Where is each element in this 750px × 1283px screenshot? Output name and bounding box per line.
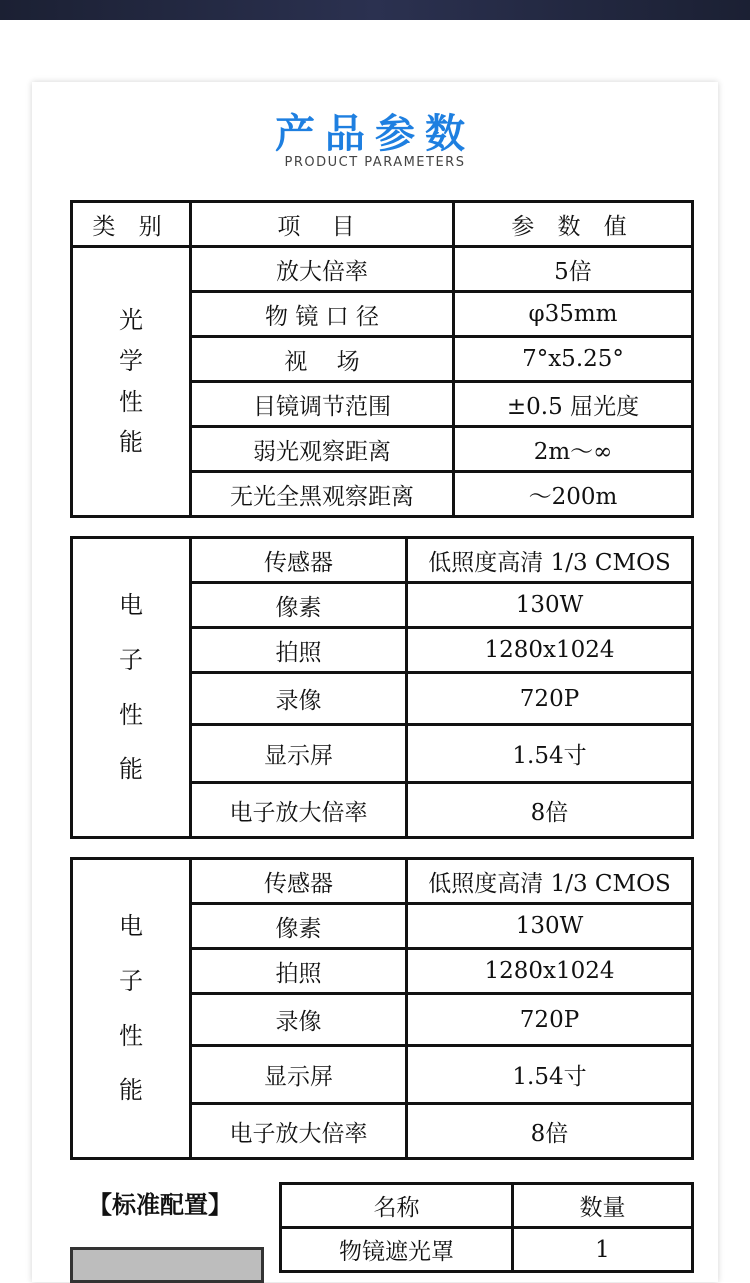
header-value: 参 数 值: [454, 202, 693, 247]
standard-config-label: 【标准配置】: [88, 1191, 232, 1219]
header-qty: 数量: [513, 1184, 693, 1228]
item-cell: 显示屏: [191, 725, 407, 783]
value-cell: 130W: [407, 583, 693, 628]
value-cell: 1280x1024: [407, 628, 693, 673]
category-optical: [72, 247, 191, 517]
electronic-spec-table-1: [70, 536, 694, 839]
item-cell: 传感器: [191, 538, 407, 583]
value-cell: 8倍: [407, 1104, 693, 1159]
page-title: 产品参数: [275, 111, 475, 157]
value-cell: φ35mm: [454, 292, 693, 337]
page-subtitle: PRODUCT PARAMETERS: [284, 155, 466, 170]
value-cell: 2m～∞: [454, 427, 693, 472]
value-cell: 1: [513, 1228, 693, 1272]
item-cell: 物 镜 口 径: [191, 292, 454, 337]
category-char: 光: [119, 305, 143, 334]
item-cell: 录像: [191, 994, 407, 1046]
category-char: 性: [119, 387, 143, 416]
value-cell: 7°x5.25°: [454, 337, 693, 382]
category-char: 能: [119, 755, 143, 784]
item-cell: 拍照: [191, 628, 407, 673]
table-row: [281, 1228, 693, 1272]
value-cell: 1280x1024: [407, 949, 693, 994]
header-name: 名称: [281, 1184, 513, 1228]
table-header-row: [72, 202, 693, 247]
table-row: [72, 247, 693, 292]
item-cell: 拍照: [191, 949, 407, 994]
table-row: [72, 859, 693, 904]
value-cell: 1.54寸: [407, 725, 693, 783]
category-electronic: [72, 538, 191, 838]
item-cell: 弱光观察距离: [191, 427, 454, 472]
optical-spec-table: [70, 200, 694, 518]
item-cell: 电子放大倍率: [191, 783, 407, 838]
category-char: 性: [119, 700, 143, 729]
item-cell: 目镜调节范围: [191, 382, 454, 427]
header-item: 项 目: [191, 202, 454, 247]
item-cell: 无光全黑观察距离: [191, 472, 454, 517]
category-electronic: [72, 859, 191, 1159]
item-cell: 显示屏: [191, 1046, 407, 1104]
item-cell: 像素: [191, 904, 407, 949]
value-cell: 5倍: [454, 247, 693, 292]
category-char: 电: [119, 911, 143, 940]
table-header-row: [281, 1184, 693, 1228]
item-cell: 物镜遮光罩: [281, 1228, 513, 1272]
item-cell: 放大倍率: [191, 247, 454, 292]
category-char: 能: [119, 1076, 143, 1105]
value-cell: 130W: [407, 904, 693, 949]
value-cell: 720P: [407, 994, 693, 1046]
item-cell: 传感器: [191, 859, 407, 904]
item-cell: 录像: [191, 673, 407, 725]
accessory-image: [70, 1247, 264, 1283]
top-banner: [0, 0, 750, 20]
category-char: 电: [119, 590, 143, 619]
electronic-spec-table-2: [70, 857, 694, 1160]
item-cell: 像素: [191, 583, 407, 628]
value-cell: ±0.5 屈光度: [454, 382, 693, 427]
category-char: 子: [119, 966, 143, 995]
table-row: [72, 538, 693, 583]
item-cell: 视 场: [191, 337, 454, 382]
value-cell: ～200m: [454, 472, 693, 517]
category-char: 学: [119, 346, 143, 375]
category-char: 性: [119, 1021, 143, 1050]
value-cell: 低照度高清 1/3 CMOS: [407, 859, 693, 904]
value-cell: 低照度高清 1/3 CMOS: [407, 538, 693, 583]
value-cell: 1.54寸: [407, 1046, 693, 1104]
category-char: 能: [119, 428, 143, 457]
header-category: 类 别: [72, 202, 191, 247]
category-char: 子: [119, 645, 143, 674]
standard-config-table: [279, 1182, 694, 1273]
value-cell: 8倍: [407, 783, 693, 838]
item-cell: 电子放大倍率: [191, 1104, 407, 1159]
value-cell: 720P: [407, 673, 693, 725]
